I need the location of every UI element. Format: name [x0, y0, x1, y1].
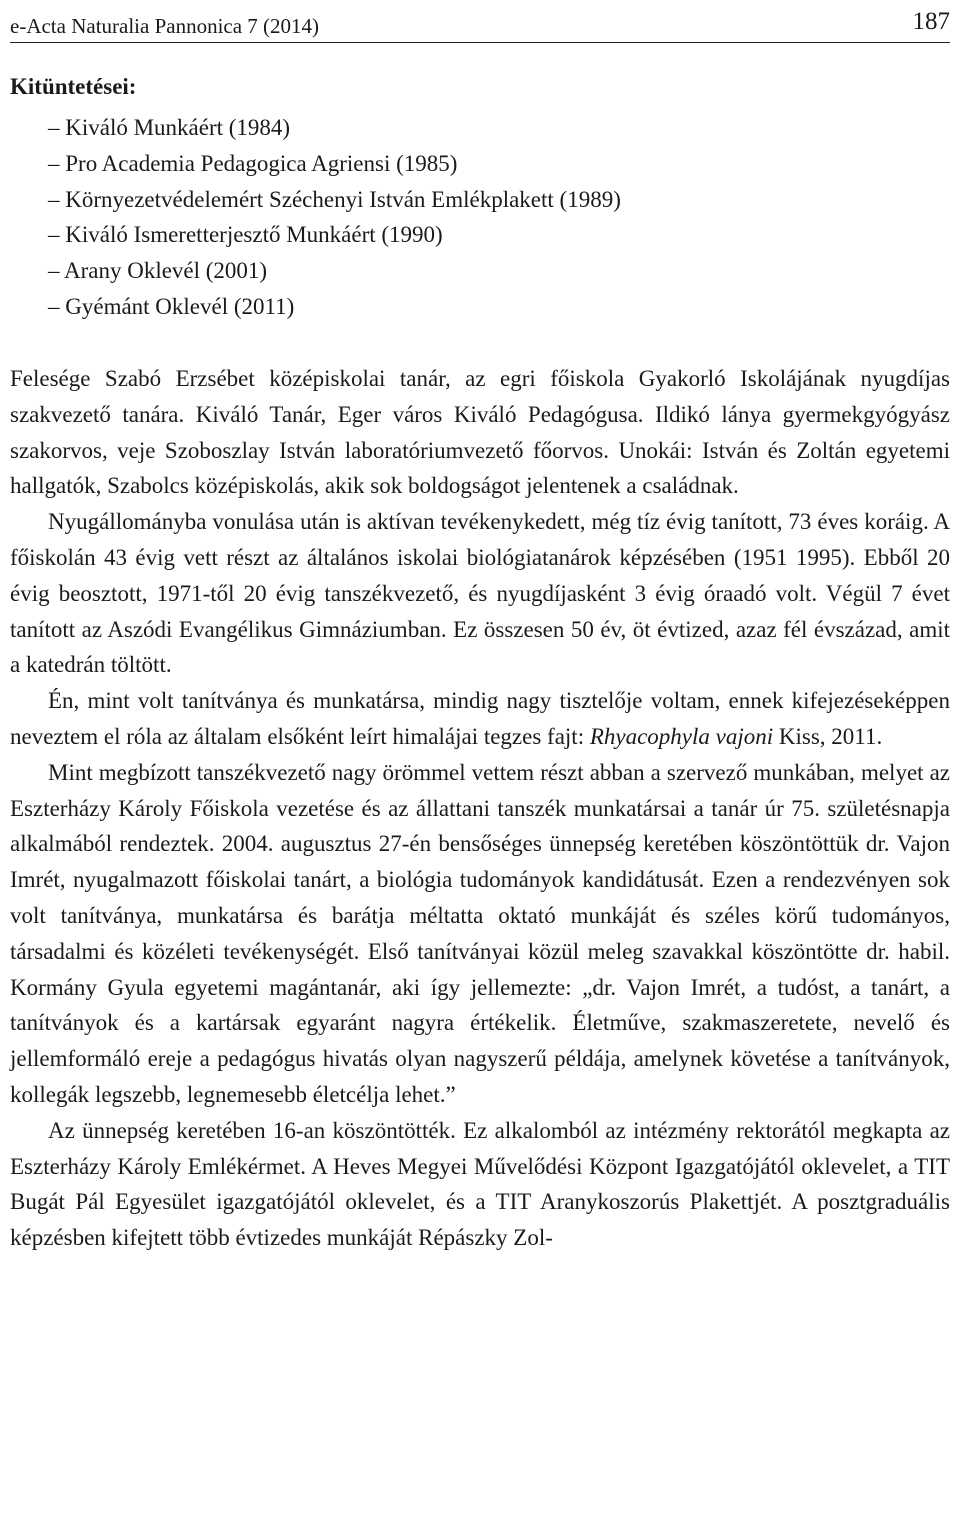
running-header [10, 8, 950, 43]
award-item: – Pro Academia Pedagogica Agriensi (1985) [48, 150, 458, 176]
award-item: – Arany Oklevél (2001) [48, 258, 268, 284]
paragraph-retirement: Nyugállományba vonulása után is aktívan tevékenykedett, még tíz évig tanított, 73 éves koráig. A főiskolán 43 évig vett részt az általános iskolai biológiatanárok képzésében (1951 1995). Ebből 20 évig beosztott, 1971-től 20 évig tanszékvezető, és nyugdíjasként 3 évig óraadó volt. Végül 7 évet tanított az Aszódi Evangélikus Gimnáziumban. Ez összesen 50 év, öt évtized, azaz fél évszázad, amit a katedrán töltött. [10, 509, 950, 678]
species-author: Kiss, 2011. [773, 723, 883, 749]
paragraph-celebration: Mint megbízott tanszékvezető nagy örömmel vettem részt abban a szervező munkában, melyet az Eszterházy Károly Főiskola vezetése és az állattani tanszék munkatársai a tanár úr 75. születésnapja alkalmából rendeztek. 2004. augusztus 27-én bensőséges ünnepség keretében köszöntöttük dr. Vajon Imrét, nyugalmazott főiskolai tanárt, a biológia tudományok kandidátusát. Ezen a rendezvényen sok volt tanítványa, munkatársa és barátja méltatta oktató munkáját és széles körű tudományos, társadalmi és közéleti tevékenységét. Első tanítványai közül meleg szavakkal köszöntötte dr. habil. Kormány Gyula egyetemi magántanár, aki így jellemezte: „dr. Vajon Imrét, a tudóst, a tanárt, a tanítványok és a kartársak egyaránt nagyra értékelik. Életműve, szakmaszeretete, nevelő és jellemformáló ereje a pedagógus hivatás olyan nagyszerű példája, amelynek követése a tanítványok, kollegák legszebb, legnemesebb életcélja lehet.” [10, 759, 950, 1107]
paragraph-honours: Az ünnepség keretében 16-an köszöntötték. Ez alkalomból az intézmény rektorától megkapta az Eszterházy Károly Emlékérmet. A Heves Megyei Művelődési Központ Igazgatójától oklevelet, a TIT Bugát Pál Egyesület igazgatójától oklevelet, és a TIT Aranykoszorús Plakettjét. A posztgraduális képzésben kifejtett több évtizedes munkáját Répászky Zol- [10, 1117, 950, 1251]
species-name: Rhyacophyla vajoni [589, 723, 774, 749]
document-page [10, 0, 950, 1531]
page-number: 187 [912, 8, 950, 35]
award-item: – Környezetvédelemért Széchenyi István Emlékplakett (1989) [48, 186, 621, 212]
paragraph-family: Felesége Szabó Erzsébet középiskolai tanár, az egri főiskola Gyakorló Iskolájának nyugdíjas szakvezető tanára. Kiváló Tanár, Eger város Kiváló Pedagógusa. Ildikó lánya gyermekgyógyász szakorvos, veje Szoboszlay István laboratóriumvezető főorvos. Unokái: István és Zoltán egyetemi hallgatók, Szabolcs középiskolás, akik sok boldogságot jelentenek a családnak. [10, 366, 950, 499]
awards-list [10, 110, 621, 325]
paragraph-species-intro: Én, mint volt tanítványa és munkatársa, mindig nagy tisztelője voltam, ennek kifejezéseképpen neveztem el róla az általam elsőként leírt himalájai tegzes fajt: [10, 688, 950, 749]
body-text [10, 361, 950, 1256]
awards-heading: Kitüntetései: [10, 74, 137, 99]
award-item: – Kiváló Munkáért (1984) [48, 115, 291, 140]
journal-citation: e-Acta Naturalia Pannonica 7 (2014) [10, 14, 320, 38]
award-item: – Kiváló Ismeretterjesztő Munkáért (1990) [48, 222, 443, 248]
award-item: – Gyémánt Oklevél (2011) [48, 293, 295, 319]
paragraph-species [10, 683, 950, 755]
